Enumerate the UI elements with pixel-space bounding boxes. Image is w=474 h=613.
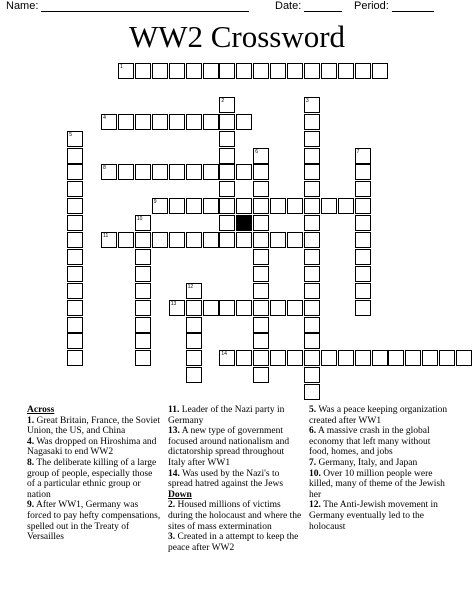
clue-number: 6. <box>309 426 317 437</box>
cell-number: 8 <box>103 165 106 172</box>
grid-cell[interactable] <box>321 198 337 214</box>
cell-number: 11 <box>103 233 109 239</box>
clue-text: After WW1, Germany was forced to pay hefty compensations, spelled out in the Treaty of Versailles <box>27 500 161 543</box>
grid-cell[interactable] <box>118 63 134 79</box>
grid-cell[interactable] <box>253 249 269 265</box>
clue-across-9 <box>27 500 162 542</box>
grid-cell[interactable] <box>152 63 168 79</box>
grid-cell[interactable] <box>152 164 168 180</box>
grid-cell[interactable] <box>67 215 83 231</box>
grid-cell[interactable] <box>67 317 83 333</box>
grid-cell[interactable] <box>287 300 303 316</box>
grid-cell[interactable] <box>253 164 269 180</box>
grid-cell[interactable] <box>304 97 320 113</box>
grid-cell[interactable] <box>135 283 151 299</box>
clue-text: Germany, Italy, and Japan <box>318 457 418 468</box>
clue-number: 4. <box>27 436 35 447</box>
clue-number: 10. <box>309 468 321 479</box>
grid-cell[interactable] <box>135 63 151 79</box>
clue-column-1 <box>27 405 162 543</box>
grid-cell[interactable] <box>219 198 235 214</box>
grid-cell[interactable] <box>169 63 185 79</box>
grid-cell[interactable] <box>186 164 202 180</box>
clue-text: A new type of government focused around nationalism and dictatorship spread throughout Italy after WW1 <box>168 426 290 468</box>
grid-cell[interactable] <box>135 249 151 265</box>
grid-cell[interactable] <box>186 350 202 366</box>
grid-cell[interactable] <box>405 350 421 366</box>
clue-text: Great Britain, France, the Soviet Union, the US, and China <box>27 415 160 437</box>
grid-cell[interactable] <box>355 181 371 197</box>
clue-number: 11. <box>168 405 180 415</box>
clue-text: Was used by the Nazi's to spread hatred against the Jews <box>168 468 284 490</box>
grid-cell[interactable] <box>135 333 151 349</box>
grid-cell[interactable] <box>118 114 134 130</box>
grid-cell[interactable] <box>67 249 83 265</box>
grid-cell[interactable] <box>219 300 235 316</box>
cell-number: 7 <box>356 148 360 155</box>
grid-cell[interactable] <box>67 283 83 299</box>
grid-cell[interactable] <box>287 350 303 366</box>
grid-cell[interactable] <box>304 249 320 265</box>
grid-cell[interactable] <box>219 232 235 248</box>
grid-cell[interactable] <box>253 367 269 383</box>
grid-cell[interactable] <box>270 63 286 79</box>
grid-cell[interactable] <box>219 181 235 197</box>
grid-cell[interactable] <box>186 333 202 349</box>
cell-number: 1 <box>120 64 123 70</box>
grid-cell[interactable] <box>321 350 337 366</box>
grid-cell[interactable] <box>287 63 303 79</box>
grid-cell[interactable] <box>338 350 354 366</box>
grid-cell[interactable] <box>287 198 303 214</box>
grid-cell[interactable] <box>304 148 320 164</box>
grid-cell[interactable] <box>304 131 320 147</box>
grid-cell[interactable] <box>304 63 320 79</box>
clue-number: 1. <box>27 415 35 426</box>
cell-number: 3 <box>305 97 309 104</box>
period-label: Period: <box>354 0 389 12</box>
grid-cell[interactable] <box>135 317 151 333</box>
clue-text: Housed millions of victims during the holocaust and where the sites of mass extermination <box>168 500 302 532</box>
grid-cell[interactable] <box>101 164 117 180</box>
clue-number: 9. <box>27 500 35 511</box>
clue-down-2 <box>168 500 303 532</box>
grid-cell[interactable] <box>135 232 151 248</box>
grid-cell[interactable] <box>67 198 83 214</box>
grid-cell[interactable] <box>152 232 168 248</box>
clue-down-10 <box>309 469 449 501</box>
cell-number: 12 <box>187 283 194 290</box>
cell-number: 10 <box>136 216 143 223</box>
grid-cell[interactable] <box>186 367 202 383</box>
cell-number: 9 <box>153 199 157 206</box>
grid-cell[interactable] <box>67 300 83 316</box>
clue-number: 7. <box>309 457 317 468</box>
grid-cell[interactable] <box>355 198 371 214</box>
grid-cell[interactable] <box>304 114 320 130</box>
grid-cell[interactable] <box>186 317 202 333</box>
grid-cell[interactable] <box>253 283 269 299</box>
clue-text: Was a peace keeping organization created after WW1 <box>309 405 448 426</box>
cell-number: 14 <box>221 351 227 358</box>
grid-cell[interactable] <box>355 63 371 79</box>
grid-cell[interactable] <box>101 114 117 130</box>
grid-cell[interactable] <box>253 266 269 282</box>
clue-column-3 <box>309 405 449 532</box>
clue-text: Created in a attempt to keep the peace after WW2 <box>168 532 299 553</box>
grid-cell[interactable] <box>304 164 320 180</box>
grid-cell[interactable] <box>219 63 235 79</box>
clue-down-6 <box>309 426 449 458</box>
grid-cell[interactable] <box>253 181 269 197</box>
grid-cell[interactable] <box>304 384 320 400</box>
grid-cell[interactable] <box>355 215 371 231</box>
grid-cell[interactable] <box>219 350 235 366</box>
grid-cell[interactable] <box>321 63 337 79</box>
grid-cell[interactable] <box>219 215 235 231</box>
grid-cell[interactable] <box>67 333 83 349</box>
grid-cell[interactable] <box>372 63 388 79</box>
grid-cell[interactable] <box>169 164 185 180</box>
grid-cell[interactable] <box>253 198 269 214</box>
grid-cell[interactable] <box>304 215 320 231</box>
clue-number: 3. <box>168 532 176 543</box>
grid-cell[interactable] <box>372 350 388 366</box>
grid-cell[interactable] <box>304 266 320 282</box>
grid-cell[interactable] <box>253 317 269 333</box>
grid-cell[interactable] <box>355 350 371 366</box>
grid-cell[interactable] <box>236 114 252 130</box>
clue-across-13 <box>168 426 303 468</box>
grid-cell[interactable] <box>304 333 320 349</box>
grid-cell[interactable] <box>355 148 371 164</box>
grid-cell[interactable] <box>186 114 202 130</box>
grid-cell[interactable] <box>219 97 235 113</box>
grid-cell[interactable] <box>422 350 438 366</box>
grid-cell[interactable] <box>203 63 219 79</box>
clue-down-3 <box>168 532 303 553</box>
grid-cell[interactable] <box>101 232 117 248</box>
grid-cell[interactable] <box>169 114 185 130</box>
grid-cell[interactable] <box>236 63 252 79</box>
grid-cell[interactable] <box>355 266 371 282</box>
grid-cell[interactable] <box>67 148 83 164</box>
grid-cell[interactable] <box>135 350 151 366</box>
grid-cell[interactable] <box>67 181 83 197</box>
grid-cell[interactable] <box>67 164 83 180</box>
cell-number: 6 <box>255 148 258 155</box>
grid-cell[interactable] <box>236 300 252 316</box>
grid-cell[interactable] <box>355 283 371 299</box>
grid-cell[interactable] <box>186 63 202 79</box>
grid-cell[interactable] <box>304 232 320 248</box>
clue-text: Leader of the Nazi party in Germany <box>168 405 285 426</box>
clue-number: 8. <box>27 457 35 468</box>
grid-cell[interactable] <box>355 232 371 248</box>
grid-cell[interactable] <box>338 63 354 79</box>
clue-across-4 <box>27 437 162 458</box>
grid-cell[interactable] <box>203 114 219 130</box>
cell-number: 4 <box>103 114 106 121</box>
clue-number: 2. <box>168 500 176 511</box>
grid-cell[interactable] <box>253 300 269 316</box>
clue-text: A massive crash in the global economy that left many without food, homes, and jobs <box>309 426 431 458</box>
grid-cell[interactable] <box>253 350 269 366</box>
clue-across-1 <box>27 416 162 437</box>
grid-cell[interactable] <box>304 283 320 299</box>
clue-down-5 <box>309 405 449 426</box>
date-label: Date: <box>275 0 302 12</box>
clue-text: Was dropped on Hiroshima and Nagasaki to end WW2 <box>27 436 157 458</box>
grid-cell[interactable] <box>203 300 219 316</box>
grid-cell[interactable] <box>253 148 269 164</box>
grid-cell[interactable] <box>270 350 286 366</box>
grid-cell[interactable] <box>388 350 404 366</box>
grid-cell[interactable] <box>67 131 83 147</box>
grid-cell[interactable] <box>355 249 371 265</box>
grid-cell[interactable] <box>439 350 455 366</box>
grid-cell[interactable] <box>219 164 235 180</box>
grid-cell[interactable] <box>304 181 320 197</box>
grid-cell[interactable] <box>304 300 320 316</box>
grid-cell[interactable] <box>253 333 269 349</box>
grid-cell[interactable] <box>135 164 151 180</box>
grid-cell[interactable] <box>135 300 151 316</box>
clue-down-7 <box>309 458 449 469</box>
clue-across-11 <box>168 405 303 426</box>
grid-cell[interactable] <box>152 114 168 130</box>
grid-cell[interactable] <box>270 198 286 214</box>
grid-cell[interactable] <box>118 232 134 248</box>
grid-cell[interactable] <box>186 283 202 299</box>
grid-cell[interactable] <box>169 232 185 248</box>
grid-cell[interactable] <box>253 63 269 79</box>
grid-cell[interactable] <box>67 232 83 248</box>
grid-cell[interactable] <box>169 198 185 214</box>
down-heading: Down <box>168 489 192 500</box>
cell-number: 2 <box>221 97 225 104</box>
grid-cell[interactable] <box>355 164 371 180</box>
across-heading: Across <box>27 405 55 415</box>
grid-cell[interactable] <box>186 300 202 316</box>
clue-text: The Anti-Jewish movement in Germany eventually led to the holocaust <box>309 500 438 532</box>
grid-cell[interactable] <box>338 198 354 214</box>
grid-cell[interactable] <box>135 266 151 282</box>
clue-number: 13. <box>168 426 180 437</box>
grid-cell[interactable] <box>219 114 235 130</box>
grid-cell[interactable] <box>270 232 286 248</box>
grid-cell[interactable] <box>219 148 235 164</box>
clue-across-8 <box>27 458 162 500</box>
grid-cell[interactable] <box>219 131 235 147</box>
grid-cell[interactable] <box>253 215 269 231</box>
grid-cell[interactable] <box>135 215 151 231</box>
clue-number: 14. <box>168 468 180 479</box>
clue-number: 5. <box>309 405 317 415</box>
grid-cell[interactable] <box>236 164 252 180</box>
cell-number: 13 <box>170 300 177 307</box>
cell-number: 5 <box>69 131 73 138</box>
grid-cell[interactable] <box>135 114 151 130</box>
grid-cell[interactable] <box>203 232 219 248</box>
clue-number: 12. <box>309 500 321 511</box>
page-title: WW2 Crossword <box>128 19 346 54</box>
grid-cell[interactable] <box>152 198 168 214</box>
grid-cell[interactable] <box>186 232 202 248</box>
grid-cell[interactable] <box>355 300 371 316</box>
grid-cell[interactable] <box>456 350 472 366</box>
grid-cell[interactable] <box>203 198 219 214</box>
grid-cell[interactable] <box>236 198 252 214</box>
grid-cell[interactable] <box>67 350 83 366</box>
grid-cell[interactable] <box>236 232 252 248</box>
grid-cell[interactable] <box>67 266 83 282</box>
clue-column-2 <box>168 405 303 553</box>
name-label: Name: <box>6 0 39 12</box>
grid-cell[interactable] <box>304 367 320 383</box>
grid-cell[interactable] <box>304 198 320 214</box>
grid-cell[interactable] <box>203 164 219 180</box>
grid-cell[interactable] <box>186 198 202 214</box>
clue-across-14 <box>168 469 303 490</box>
grid-cell[interactable] <box>304 317 320 333</box>
grid-cell[interactable] <box>287 232 303 248</box>
grid-cell[interactable] <box>253 232 269 248</box>
grid-cell[interactable] <box>270 300 286 316</box>
grid-cell[interactable] <box>304 350 320 366</box>
grid-cell[interactable] <box>169 300 185 316</box>
clue-text: Over 10 million people were killed, many of theme of the Jewish her <box>309 468 445 500</box>
clue-text: The deliberate killing of a large group of people, especially those of a particular ethnic group or nation <box>27 457 157 500</box>
grid-cell[interactable] <box>118 164 134 180</box>
clue-down-12 <box>309 500 449 532</box>
grid-cell[interactable] <box>236 350 252 366</box>
blocked-cell <box>236 215 252 231</box>
